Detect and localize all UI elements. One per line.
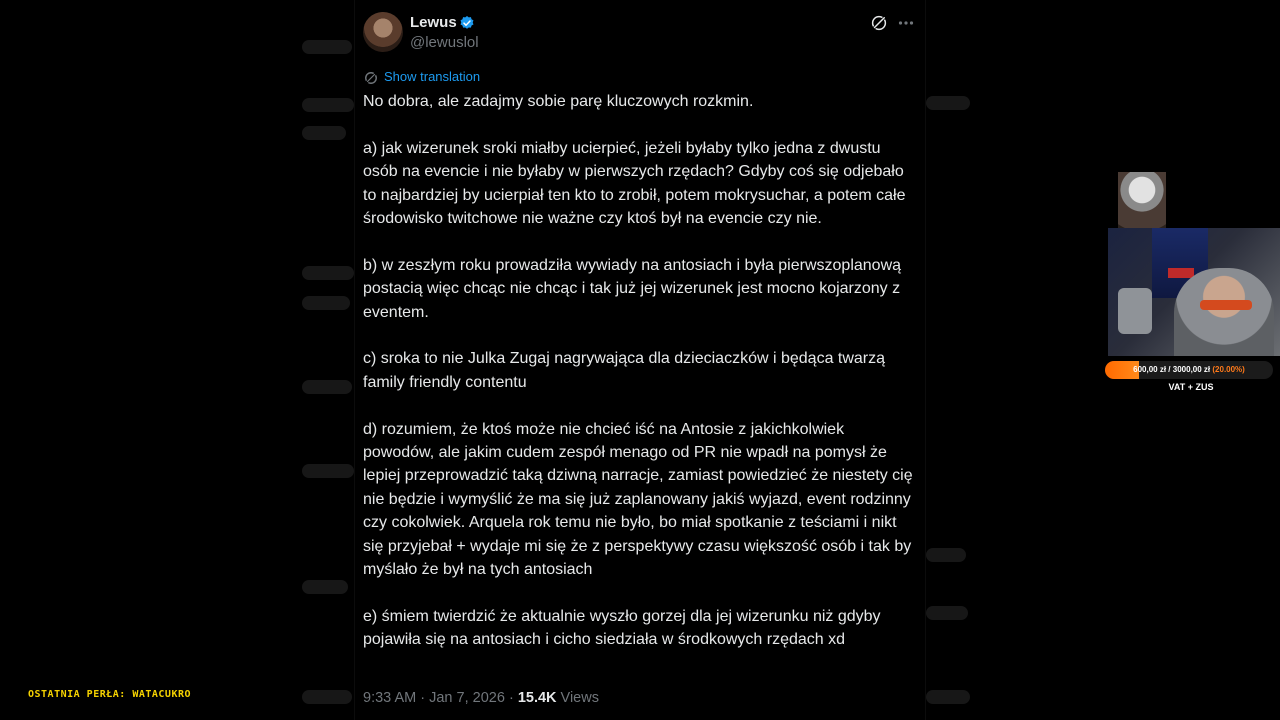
grok-icon[interactable] [870, 14, 888, 32]
ticker-text: OSTATNIA PERŁA: WATACUKRO [28, 689, 192, 700]
tweet-paragraph: No dobra, ale zadajmy sobie parę kluczowych rozkmin. [363, 93, 754, 110]
webcam-overlay [1108, 228, 1280, 356]
verified-badge-icon [459, 15, 475, 31]
goal-target: 3000,00 zł [1172, 365, 1211, 374]
tweet-paragraph: a) jak wizerunek sroki miałby ucierpieć, jeżeli byłaby tylko jedna z dwustu osób na evencie i nie byłaby w pierwszych rzędach? Gdyby coś się odjebało to najbardziej by ucierpiał ten kto to zrobił, potem mokrysuchar, a potem całe środowisko twitchowe nie ważne czy ktoś był na evencie czy nie. [363, 139, 906, 228]
poster-stripe [1168, 268, 1194, 278]
donation-goal-text [1105, 361, 1273, 379]
tweet-paragraph: b) w zeszłym roku prowadziła wywiady na antosiach i była pierwszoplanową postacią więc chcąc nie chcąc i tak już jej wizerunek jest mocno kojarzony z eventem. [363, 256, 902, 321]
author-handle[interactable]: @lewuslol [410, 34, 479, 51]
tweet-time[interactable]: 9:33 AM [363, 690, 417, 706]
goal-separator: / [1168, 365, 1171, 374]
views-label: Views [560, 690, 599, 706]
views-count: 15.4K [517, 690, 557, 706]
show-translation-link[interactable]: Show translation [384, 69, 481, 84]
tweet-paragraph: d) rozumiem, że ktoś może nie chcieć iść na Antosie z jakichkolwiek powodów, ale jakim cudem zespół menago od PR nie wpadł na pomysł że lepiej przeprowadzić taką dziwną narracje, zamiast powiedzieć że niestety cię nie będzie i wymyślić że ma się już zaplanowany jakiś wyjazd, event rodzinny czy cokolwiek. Arquela rok temu nie było, bo miał spotkanie z teściami i nikt się przyjebał + wydaje mi się że z perspektywy czasu większość osób i tak by myślało że był na tych antosiach [363, 420, 913, 579]
goal-caption: VAT + ZUS [1168, 382, 1214, 392]
donation-goal-bar [1105, 361, 1273, 379]
tweet-card [355, 0, 925, 720]
tweet-text [363, 90, 919, 675]
sunglasses [1200, 300, 1252, 310]
streamer [1174, 268, 1274, 356]
author-avatar[interactable] [363, 12, 403, 52]
meta-separator: · [508, 690, 514, 706]
tweet-date[interactable]: Jan 7, 2026 [429, 690, 505, 706]
microphone [1118, 288, 1152, 334]
tweet-paragraph: c) sroka to nie Julka Zugaj nagrywająca dla dzieciaczków i będąca twarzą family friendly contentu [363, 350, 886, 391]
goal-current: 600,00 zł [1133, 365, 1167, 374]
meta-separator: · [420, 690, 426, 706]
goal-percent: (20.00%) [1212, 365, 1245, 374]
tweet-meta [363, 690, 599, 706]
translate-icon [364, 71, 378, 85]
author-name[interactable]: Lewus [410, 14, 457, 31]
tweet-paragraph: e) śmiem twierdzić że aktualnie wyszło gorzej dla jej wizerunku niż gdyby pojawiła się na antosiach i cicho siedziała w środkowych rzędach xd [363, 607, 881, 649]
more-icon[interactable] [898, 20, 914, 26]
